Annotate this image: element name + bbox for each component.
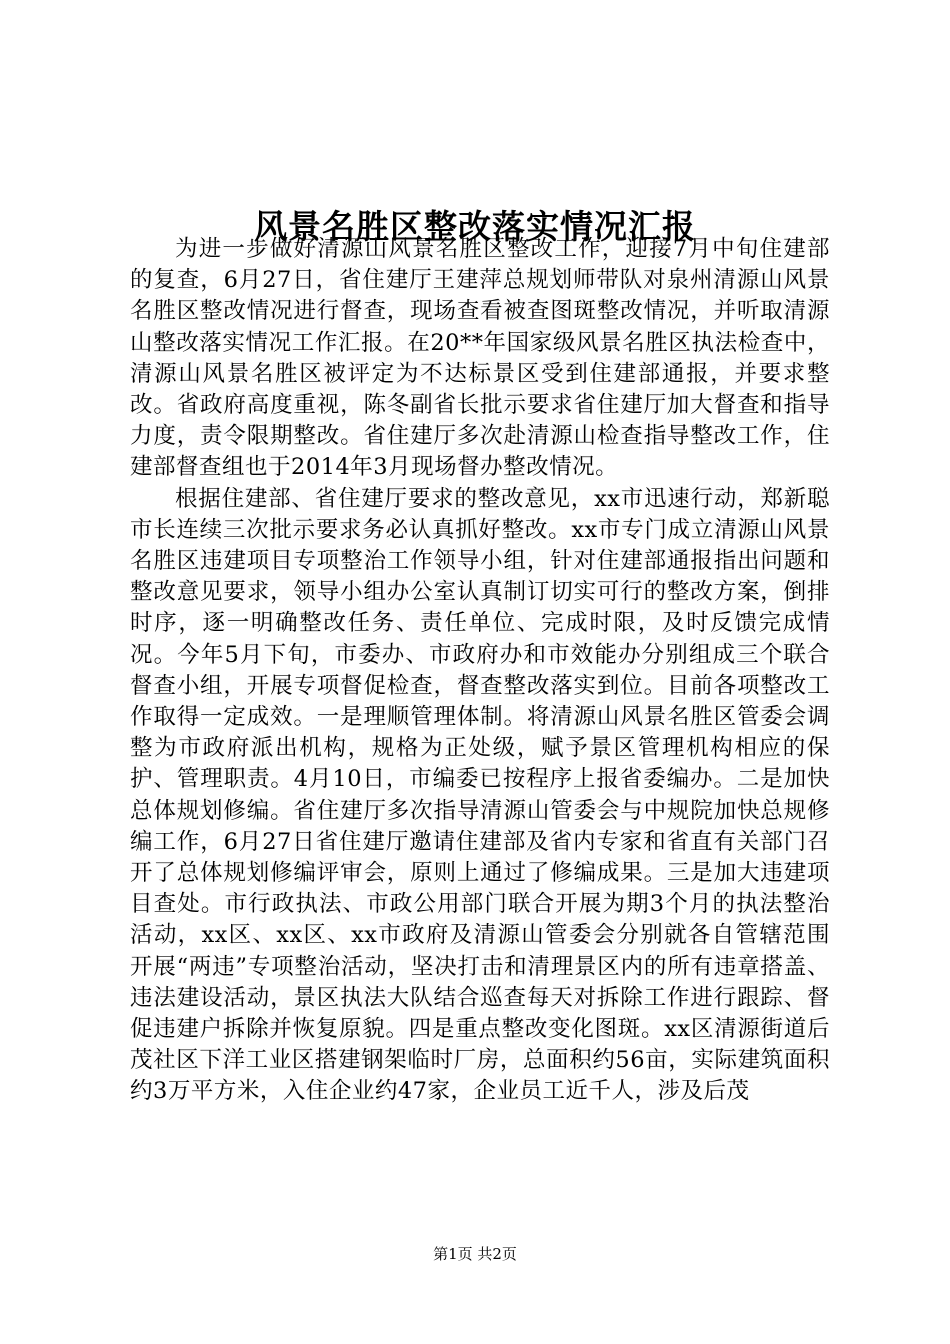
paragraph-2: 根据住建部、省住建厅要求的整改意见，xx市迅速行动，郑新聪市长连续三次批示要求务必认真抓好整改。xx市专门成立清源山风景名胜区违建项目专项整治工作领导小组，针对住建部通报指出问题和整改意见要求，领导小组办公室认真制订切实可行的整改方案，倒排时序，逐一明确整改任务、责任单位、完成时限，及时反馈完成情况。今年5月下旬，市委办、市政府办和市效能办分别组成三个联合督查小组，开展专项督促检查，督查整改落实到位。目前各项整改工作取得一定成效。一是理顺管理体制。将清源山风景名胜区管委会调整为市政府派出机构，规格为正处级，赋予景区管理机构相应的保护、管理职责。4月10日，市编委已按程序上报省委编办。二是加快总体规划修编。省住建厅多次指导清源山管委会与中规院加快总规修编工作，6月27日省住建厅邀请住建部及省内专家和省直有关部门召开了总体规划修编评审会，原则上通过了修编成果。三是加大违建项目查处。市行政执法、市政公用部门联合开展为期3个月的执法整治活动，xx区、xx区、xx市政府及清源山管委会分别就各自管辖范围开展“两违”专项整治活动，坚决打击和清理景区内的所有违章搭盖、违法建设活动，景区执法大队结合巡查每天对拆除工作进行跟踪、督促违建户拆除并恢复原貌。四是重点整改变化图斑。xx区清源街道后茂社区下洋工业区搭建钢架临时厂房，总面积约56亩，实际建筑面积约3万平方米，入住企业约47家，企业员工近千人，涉及后茂 bbox=[130, 485, 830, 1105]
document-body bbox=[130, 234, 830, 1108]
paragraph-1: 为进一步做好清源山风景名胜区整改工作，迎接7月中旬住建部的复查，6月27日，省住建厅王建萍总规划师带队对泉州清源山风景名胜区整改情况进行督查，现场查看被查图斑整改情况，并听取清源山整改落实情况工作汇报。在20**年国家级风景名胜区执法检查中，清源山风景名胜区被评定为不达标景区受到住建部通报，并要求整改。省政府高度重视，陈冬副省长批示要求省住建厅加大督查和指导力度，责令限期整改。省住建厅多次赴清源山检查指导整改工作，住建部督查组也于2014年3月现场督办整改情况。 bbox=[130, 236, 830, 481]
page-number-footer: 第1页 共2页 bbox=[433, 1245, 517, 1263]
document-title: 风景名胜区整改落实情况汇报 bbox=[254, 207, 696, 247]
